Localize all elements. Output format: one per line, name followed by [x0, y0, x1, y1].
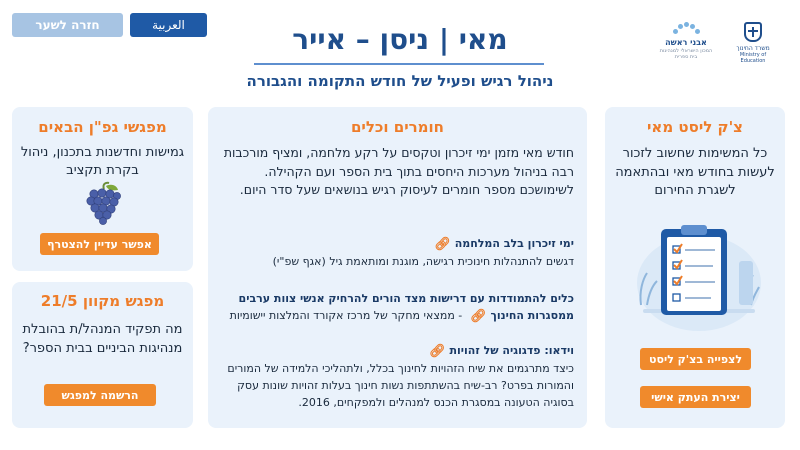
parents-demands-heading: כלים להתמודדות עם דרישות מצד הורים להרחיק אנשי צוות ערבים ממסגרות החינוך	[238, 292, 574, 322]
back-to-gate-button[interactable]: חזרה לשער	[12, 13, 123, 37]
title-divider	[254, 63, 544, 65]
link-icon: 🔗︎	[429, 344, 446, 359]
view-checklist-button[interactable]: לצפייה בצ'ק ליסט	[640, 348, 751, 370]
materials-title: חומרים וכלים	[350, 118, 444, 136]
checklist-card	[605, 107, 785, 428]
avney-logo-name: אבני ראשה	[665, 38, 707, 47]
join-meetings-button[interactable]: אפשר עדיין להצטרף	[40, 233, 159, 255]
gefen-meetings-title: מפגשי גפ"ן הבאים	[38, 118, 167, 136]
online-meeting-title: מפגש מקוון 21/5	[40, 292, 165, 310]
grapes-icon	[84, 181, 124, 225]
checklist-text: כל המשימות שחשוב לזכור לעשות בחודש מאי ובהתאמה לשגרת החירום	[615, 146, 775, 198]
gefen-meetings-text: גמישות וחדשנות בתכנון, ניהול בקרת תקציב	[20, 145, 185, 178]
ministry-name-english: Ministry of Education	[739, 52, 767, 64]
identities-video-text: כיצד מתרגמים את שיח הזהויות לחינוך בכלל, ולתהליכי הלמידה של המורים והמורות בפרט? רב-שיח בהשתתפות נשות חינוך בעלות זהויות שונות עסק בסוגיה הטעונה במסגרת הכנס למנהלים ולמפקחים, 2016.	[227, 362, 574, 409]
ministry-emblem-icon	[744, 22, 762, 42]
materials-card	[208, 107, 587, 428]
link-icon: 🔗︎	[470, 309, 487, 324]
identities-video-heading: וידאו: פדגוגיה של זהויות	[449, 344, 574, 357]
ministry-emblem-logo	[728, 22, 778, 66]
avney-rosha-logo	[656, 22, 716, 66]
identities-video-link[interactable]	[218, 344, 574, 359]
materials-intro: חודש מאי מזמן ימי זיכרון וטקסים על רקע מלחמה, ומציף מורכבות רבה בניהול מערכות היחסים בתוך בית הספר ועם הקהילה. לשימושכם מספר חומרים לעיסוק רגיש בנושאים שעל סדר היום.	[223, 145, 574, 197]
page-title: מאי | ניסן – אייר	[292, 23, 508, 56]
link-icon: 🔗︎	[434, 237, 451, 252]
online-meeting-card	[12, 282, 193, 428]
clipboard-checklist-icon	[633, 213, 763, 333]
avney-dots-icon	[673, 22, 699, 34]
ministry-name-hebrew: משרד החינוך	[736, 45, 770, 52]
arabic-language-button[interactable]: العربية	[130, 13, 207, 37]
online-meeting-text: מה תפקיד המנהל/ת בהובלת מנהיגות הביניים בבית הספר?	[22, 322, 183, 356]
avney-logo-subtitle: המכון הישראלי למנהיגות בית ספרית	[659, 48, 713, 60]
memorial-days-link[interactable]	[218, 237, 574, 252]
gefen-meetings-card	[12, 107, 193, 271]
memorial-days-heading: ימי זיכרון בלב המלחמה	[454, 237, 574, 250]
register-meeting-button[interactable]: הרשמה למפגש	[44, 384, 156, 406]
memorial-days-text: דגשים להתנהלות חינוכית רגישה, מוגנת ומותאמת גיל (אגף שפ"י)	[272, 255, 574, 268]
parents-demands-link[interactable]	[218, 290, 574, 325]
parents-demands-text: - ממצאי מחקר של מרכז אקורד והמלצות יישומיות	[229, 309, 463, 322]
create-personal-copy-button[interactable]: יצירת העתק אישי	[640, 386, 751, 408]
checklist-title: צ'ק ליסט מאי	[647, 118, 743, 136]
page-subtitle: ניהול רגיש ופעיל של חודש התקומה והגבורה	[246, 72, 554, 90]
